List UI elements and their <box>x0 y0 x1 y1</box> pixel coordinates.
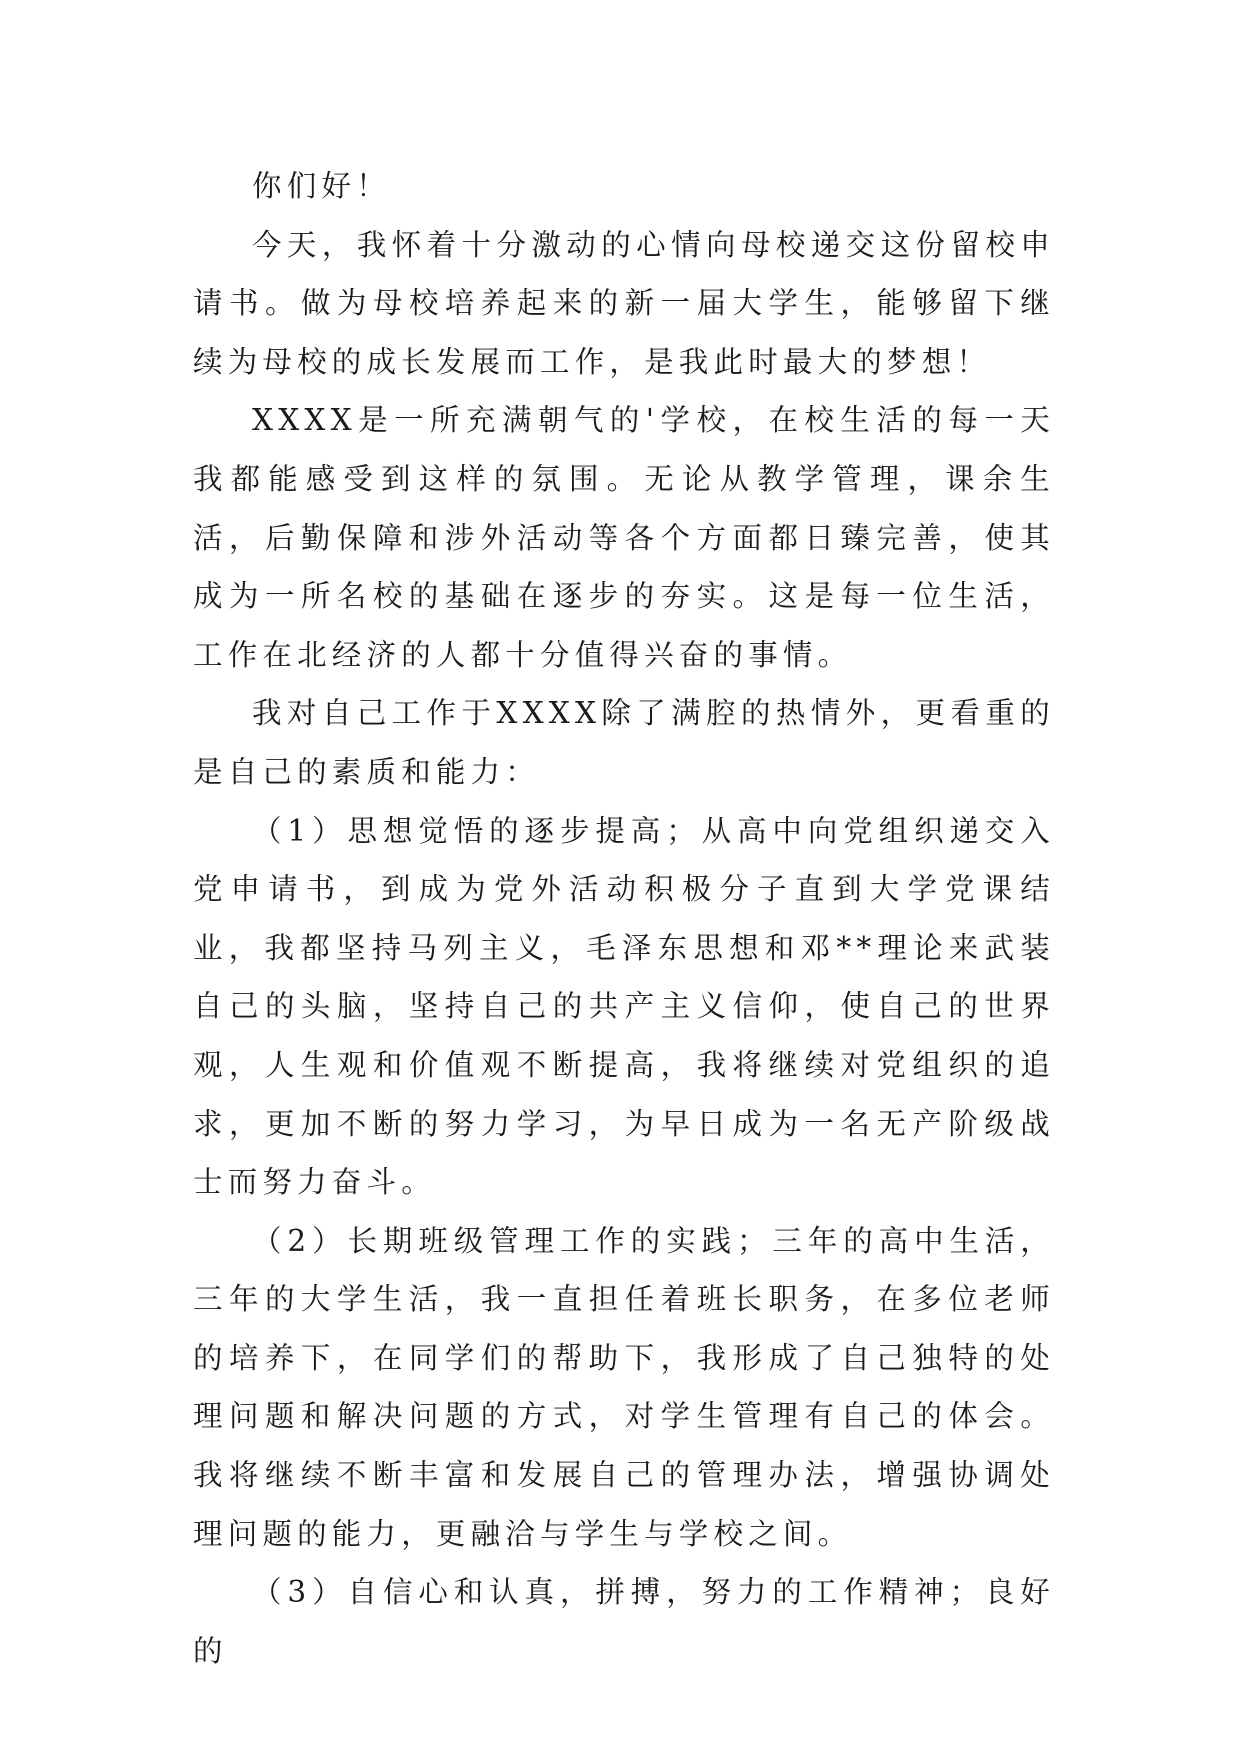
paragraph-intro: 今天，我怀着十分激动的心情向母校递交这份留校申请书。做为母校培养起来的新一届大学生，能够留下继续为母校的成长发展而工作，是我此时最大的梦想！ <box>193 227 1055 379</box>
paragraph-qualities: 我对自己工作于XXXX除了满腔的热情外，更看重的是自己的素质和能力： <box>193 696 1055 789</box>
paragraph-item-3: （3）自信心和认真，拼搏，努力的工作精神；良好的 <box>193 1575 1055 1668</box>
document-body <box>193 157 1055 1680</box>
paragraph-item-2: （2）长期班级管理工作的实践；三年的高中生活，三年的大学生活，我一直担任着班长职务，在多位老师的培养下，在同学们的帮助下，我形成了自己独特的处理问题和解决问题的方式，对学生管理有自己的体会。我将继续不断丰富和发展自己的管理办法，增强协调处理问题的能力，更融洽与学生与学校之间。 <box>193 1223 1055 1551</box>
paragraph-school: XXXX是一所充满朝气的'学校，在校生活的每一天我都能感受到这样的氛围。无论从教学管理，课余生活，后勤保障和涉外活动等各个方面都日臻完善，使其成为一所名校的基础在逐步的夯实。这是每一位生活，工作在北经济的人都十分值得兴奋的事情。 <box>193 403 1055 672</box>
paragraph-greeting: 你们好！ <box>252 169 391 203</box>
paragraph-item-1: （1）思想觉悟的逐步提高；从高中向党组织递交入党申请书，到成为党外活动积极分子直到大学党课结业，我都坚持马列主义，毛泽东思想和邓**理论来武装自己的头脑，坚持自己的共产主义信仰，使自己的世界观，人生观和价值观不断提高，我将继续对党组织的追求，更加不断的努力学习，为早日成为一名无产阶级战士而努力奋斗。 <box>193 813 1055 1200</box>
